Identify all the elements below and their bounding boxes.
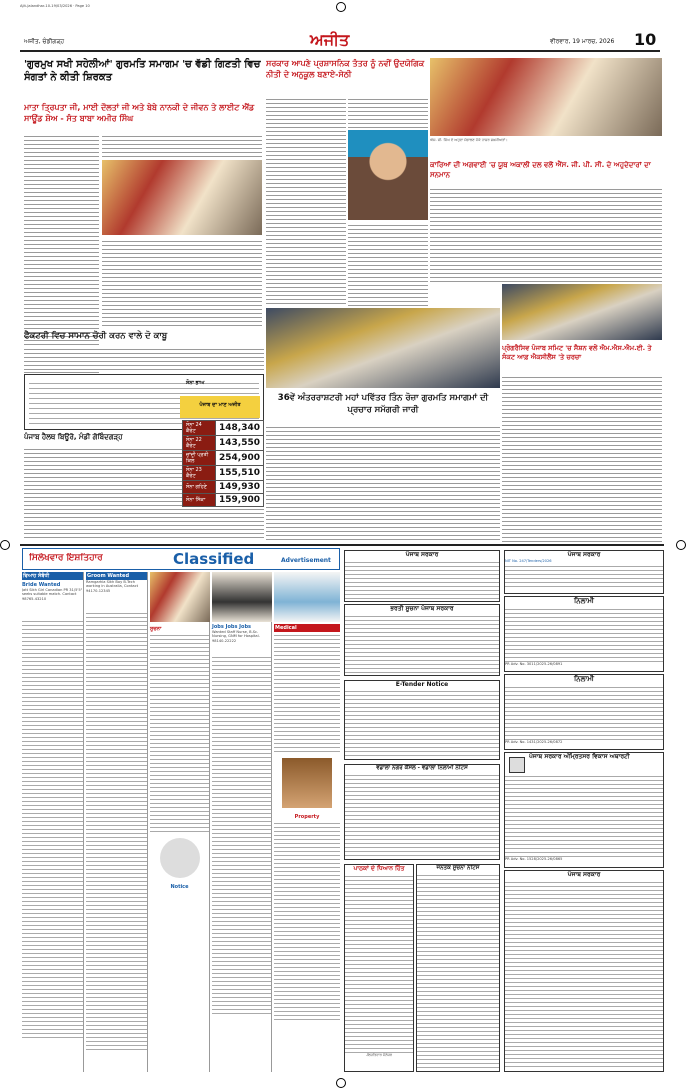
readers-notice-box	[344, 864, 414, 1072]
rate-label: ਚਾਂਦੀ ਪ੍ਰਤੀ ਕਿਲੋ	[183, 451, 216, 466]
medical-label: Medical	[274, 624, 340, 632]
auction-notice-box	[344, 764, 500, 860]
theft-body	[24, 346, 264, 370]
classified-english: Classified	[173, 550, 255, 568]
ad-sample-1: Jatt Sikh Girl Canadian PR 31/5'5" seeks suitable match. Contact 98765-43210	[22, 588, 83, 601]
policy-body	[266, 96, 346, 306]
medical-image	[274, 572, 340, 622]
lead-body-2	[102, 133, 262, 157]
readers-footer: -ਇਸ਼ਤਿਹਾਰ ਮੈਨੇਜਰ	[365, 1053, 393, 1057]
policy-headline: ਸਰਕਾਰ ਆਪਣੇ ਪ੍ਰਸ਼ਾਸਨਿਕ ਤੰਤਰ ਨੂੰ ਨਵੀਂ ਉਦਯੋਗਿਕ ਨੀਤੀ ਦੇ ਅਨੁਕੂਲ ਬਣਾਏ-ਸੇਠੀ	[266, 59, 425, 79]
top-right-photo	[430, 58, 662, 136]
theft-headline: ਫੈਕਟਰੀ ਵਿਚ ਸਾਮਾਨ ਚੋਰੀ ਕਰਨ ਵਾਲੇ ਦੋ ਕਾਬੂ	[24, 331, 168, 341]
groom-wanted-label: Groom Wanted	[86, 572, 147, 580]
rate-value: 159,900	[216, 494, 264, 507]
right-tender-label: ਪੰਜਾਬ ਸਰਕਾਰ	[567, 551, 601, 558]
gold-rates-table	[182, 420, 264, 507]
rate-label: ਸੋਨਾ 23 ਕੈਰੇਟ	[183, 466, 216, 481]
right-tender-box	[504, 550, 664, 594]
classified-sub: Advertisement	[281, 557, 331, 564]
rates-row	[183, 436, 264, 451]
tender-box-1	[344, 550, 500, 602]
summit-headline: ਪ੍ਰੋਗਰੈਸਿਵ ਪੰਜਾਬ ਸਮਿਟ 'ਚ ਸੈਸ਼ਨ ਵਲੋਂ ਐਮ.ਐਸ.ਐਮ.ਈ. ਤੇ ਸੰਕਟ ਆਫ਼ ਐਕਸੀਲੈਂਸ 'ਤੇ ਚਰਚਾ	[502, 344, 652, 361]
public-notice-box	[416, 864, 500, 1072]
event-headline: 36ਵੇਂ ਅੰਤਰਰਾਸ਼ਟਰੀ ਮਹਾਂ ਪਵਿੱਤਰ ਤਿੰਨ ਰੋਜ਼ਾ ਗੁਰਮਤਿ ਸਮਾਗਮਾਂ ਦੀ ਪ੍ਰਚਾਰ ਸਮੱਗਰੀ ਜਾਰੀ	[277, 393, 489, 415]
bride-wanted-label: Bride Wanted	[22, 582, 61, 588]
lead-body-3	[102, 238, 262, 326]
policy-body-2	[348, 96, 428, 128]
tender-notice-box	[344, 680, 500, 760]
summit-photo	[502, 284, 662, 340]
jobs-image	[212, 572, 272, 622]
rate-value: 149,930	[216, 481, 264, 494]
recruitment-box	[344, 604, 500, 676]
section-label: ਅਜੀਤ, ਚੰਡੀਗੜ੍ਹ	[24, 38, 65, 45]
classified-punjabi: ਸਿਲੇਖਵਾਰ ਇਸ਼ਤਿਹਾਰ	[29, 553, 103, 563]
rates-row	[183, 481, 264, 494]
ad-sample-3: Wanted Staff Nurse, B.Sc. Nursing, GNM for Hospital. 98140-22222	[212, 630, 260, 643]
tender-no: NIT No. 247/Tenders/2026	[505, 559, 552, 563]
recruitment-label: ਭਰਤੀ ਸੂਚਨਾ ਪੰਜਾਬ ਸਰਕਾਰ	[390, 605, 454, 612]
bottom-right-tender-label: ਪੰਜਾਬ ਸਰਕਾਰ	[567, 871, 601, 878]
lead-subhead: ਮਾਤਾ ਤ੍ਰਿਪਤਾ ਜੀ, ਮਾਈ ਦੌਲਤਾਂ ਜੀ ਅਤੇ ਬੇਬੇ ਨਾਨਕੀ ਦੇ ਜੀਵਨ ਤੇ ਲਾਈਟ ਐਂਡ ਸਾਊਂਡ ਸ਼ੋਅ - ਸੰਤ ਬਾਬਾ ਅਮੀਰ ਸਿੰਘ	[24, 103, 255, 123]
tender-govt-label: ਪੰਜਾਬ ਸਰਕਾਰ	[405, 551, 439, 558]
registration-mark-icon	[336, 1078, 346, 1088]
gurdwara-body	[430, 186, 662, 282]
notice-label: ਸੂਚਨਾ	[150, 626, 162, 632]
rates-row	[183, 421, 264, 436]
rate-label: ਸੋਨਾ 22 ਕੈਰੇਟ	[183, 436, 216, 451]
policy-body-3	[348, 222, 428, 306]
rate-value: 155,510	[216, 466, 264, 481]
development-authority-label: ਪੰਜਾਬ ਸਰਕਾਰ ਅੰਮ੍ਰਿਤਸਰ ਵਿਕਾਸ ਅਥਾਰਟੀ	[529, 753, 630, 760]
rate-value: 143,550	[216, 436, 264, 451]
gurdwara-headline: ਕਾਰਿਆਂ ਦੀ ਅਗਵਾਈ 'ਚ ਯੂਥ ਅਕਾਲੀ ਦਲ ਵਲੋਂ ਐੱਸ. ਜੀ. ਪੀ. ਸੀ. ਦੇ ਅਹੁਦੇਦਾਰਾਂ ਦਾ ਸਨਮਾਨ	[430, 161, 651, 179]
rate-label: ਸੋਨਾ ਗਹਿਣੇ	[183, 481, 216, 494]
readers-notice-label: ਪਾਠਕਾਂ ਦੇ ਧਿਆਨ ਹਿੱਤ	[353, 865, 405, 872]
group-photo	[266, 308, 500, 388]
matrimonial-label: ਵਿਆਹ ਸੰਬੰਧੀ	[22, 572, 83, 580]
rates-row	[183, 451, 264, 466]
rate-value: 148,340	[216, 421, 264, 436]
megaphone-icon	[160, 838, 200, 878]
rate-label: ਸੋਨਾ ਸਿੱਕਾ	[183, 494, 216, 507]
lead-headline: 'ਗੁਰਮੁਖ ਸਖੀ ਸਹੇਲੀਆਂ' ਗੁਰਮਤਿ ਸਮਾਗਮ 'ਚ ਵੱਡੀ ਗਿਣਤੀ ਵਿਚ ਸੰਗਤਾਂ ਨੇ ਕੀਤੀ ਸ਼ਿਰਕਤ	[24, 59, 261, 83]
bottom-right-tender-box	[504, 870, 664, 1072]
rate-value: 254,900	[216, 451, 264, 466]
ad-sample-2: Ramgarhia Sikh Boy B.Tech working in Australia, Contact 94170-12345	[86, 580, 138, 593]
page-number: 10	[634, 30, 657, 49]
auction-notice-label: ਵਡਾਲਾ ਨਗਰ ਕੌਂਸਲ - ਵਡਾਲਾ ਨਿਲਾਮੀ ਨੋਟਿਸ	[376, 765, 468, 771]
jobs-label: Jobs Jobs Jobs	[212, 624, 252, 630]
auction-box-1	[504, 596, 664, 672]
house-icon	[282, 758, 332, 808]
section-divider	[20, 544, 664, 546]
brand-box: ਪੰਜਾਬ ਦਾ ਮਾਣ ਅਜੀਤ	[180, 396, 260, 418]
matrimonial-image	[150, 572, 210, 622]
rates-row	[183, 466, 264, 481]
public-notice-label: ਜਨਤਕ ਸੂਚਨਾ ਨੋਟਿਸ	[436, 865, 480, 871]
auction-label-1: ਨਿਲਾਮੀ	[573, 597, 595, 605]
property-label: Property	[294, 814, 320, 820]
registration-mark-icon	[0, 540, 10, 550]
authority-logo-icon	[509, 757, 525, 773]
classified-columns	[22, 572, 340, 1072]
health-headline: ਪੰਜਾਬ ਹੈਲਥ ਬਿਊਰੋ, ਮੰਡੀ ਗੋਬਿੰਦਗੜ੍ਹ	[24, 433, 123, 441]
rates-row	[183, 494, 264, 507]
summit-body	[502, 374, 662, 542]
registration-mark-icon	[336, 2, 346, 12]
print-imprint: Ajit-Jalandhar-10-19/03/2026 · Page 10	[20, 4, 90, 8]
photo-caption-top: ਐਸ. ਸੀ. ਸਿੰਘ ਦੇ ਅਹੁਦਾ ਸੰਭਾਲਣ ਮੌਕੇ ਹਾਜ਼ਰ ਸ਼ਖ਼ਸੀਅਤਾਂ।	[430, 138, 508, 142]
masthead: ਅਜੀਤ	[310, 30, 350, 49]
page-header	[20, 30, 660, 52]
lead-photo	[102, 160, 262, 235]
pr-adv-3: PR Adv. No. 1528/2025-26/0865	[505, 857, 563, 861]
tender-notice-label: E-Tender Notice	[395, 681, 449, 688]
registration-mark-icon	[676, 540, 686, 550]
classified-banner	[22, 548, 340, 570]
portrait-photo	[348, 130, 428, 220]
auction-label-2: ਨਿਲਾਮੀ	[573, 675, 595, 683]
event-body	[266, 424, 500, 542]
rate-label: ਸੋਨਾ 24 ਕੈਰੇਟ	[183, 421, 216, 436]
pr-adv-1: PR Adv. No. 3011/2025-26/0891	[505, 662, 563, 666]
development-authority-box	[504, 752, 664, 868]
rates-title: ਸੋਨਾ ਭਾਅ	[186, 380, 205, 386]
notice-en-label: Notice	[170, 884, 189, 890]
auction-box-2	[504, 674, 664, 750]
pr-adv-2: PR Adv. No. 1431/2025-26/0872	[505, 740, 563, 744]
issue-date: ਵੀਰਵਾਰ, 19 ਮਾਰਚ, 2026	[550, 38, 615, 45]
